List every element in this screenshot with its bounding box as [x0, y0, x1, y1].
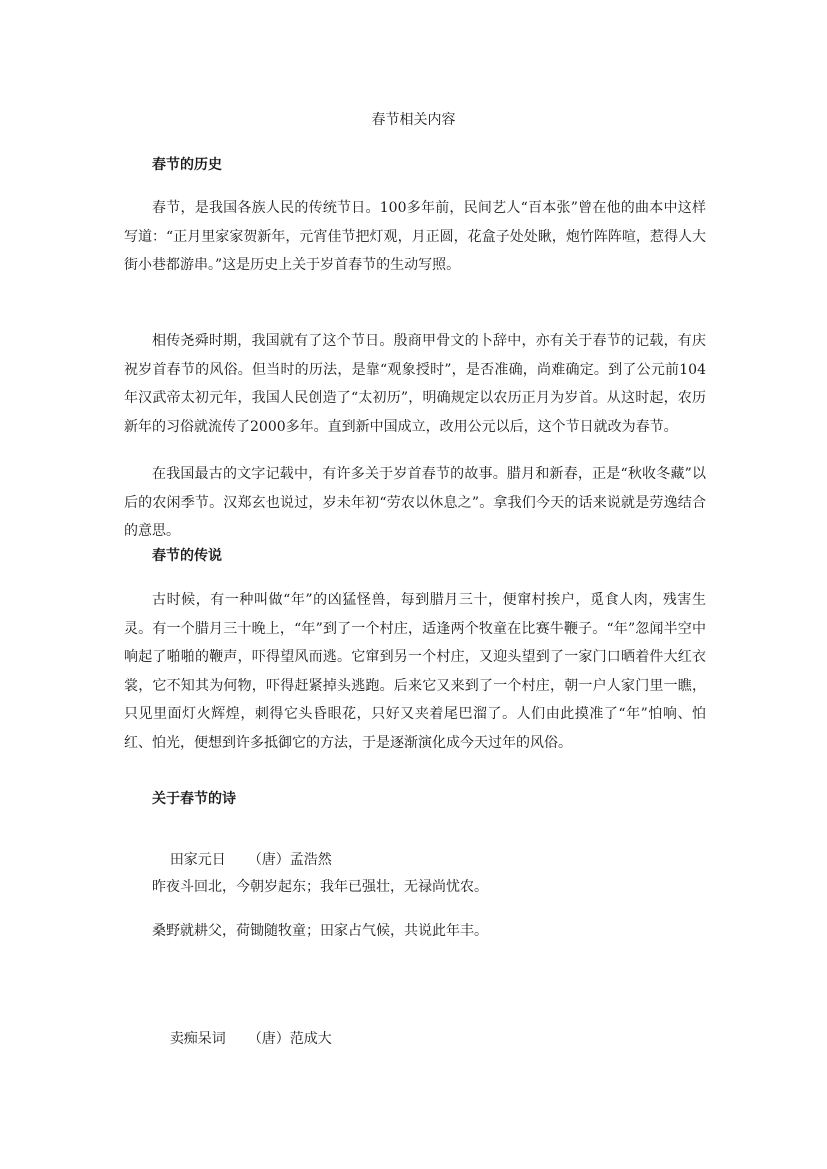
section-heading-history: 春节的历史	[152, 157, 222, 173]
history-paragraph-2: 相传尧舜时期，我国就有了这个节日。殷商甲骨文的卜辞中，亦有关于春节的记载，有庆祝岁首春节的风俗。但当时的历法，是靠“观象授时”，是否准确，尚难确定。到了公元前104年汉武帝太初元年，我国人民创造了“太初历”，明确规定以农历正月为岁首。从这时起，农历新年的习俗就流传了2000多年。直到新中国成立，改用公元以后，这个节日就改为春节。	[124, 333, 706, 435]
section-heading-legend: 春节的传说	[152, 548, 222, 564]
poem-title: 田家元日	[169, 852, 226, 868]
legend-paragraph: 古时候，有一种叫做“年”的凶猛怪兽，每到腊月三十，便窜村挨户，觅食人肉，残害生灵。有一个腊月三十晚上，“年”到了一个村庄，适逢两个牧童在比赛牛鞭子。“年”忽闻半空中响起了啪啪的鞭声，吓得望风而逃。它窜到另一个村庄，又迎头望到了一家门口晒着件大红衣裳，它不知其为何物，吓得赶紧掉头逃跑。后来它又来到了一个村庄，朝一户人家门里一瞧，只见里面灯火辉煌，刺得它头昏眼花，只好又夹着尾巴溜了。人们由此摸准了“年”怕响、怕红、怕光，便想到许多抵御它的方法，于是逐渐演化成今天过年的风俗。	[124, 592, 706, 751]
history-paragraph-1: 春节，是我国各族人民的传统节日。100多年前，民间艺人“百本张”曾在他的曲本中这样写道：“正月里家家贺新年，元宵佳节把灯观，月正圆，花盒子处处瞅，炮竹阵阵喧，惹得人大街小巷都游串。”这是历史上关于岁首春节的生动写照。	[124, 200, 706, 273]
poem-line-2: 桑野就耕父，荷锄随牧童；田家占气候，共说此年丰。	[152, 923, 488, 939]
history-paragraph-3: 在我国最古的文字记载中，有许多关于岁首春节的故事。腊月和新春，正是“秋收冬藏”以后的农闲季节。汉郑玄也说过，岁未年初“劳农以休息之”。拿我们今天的话来说就是劳逸结合的意思。	[124, 466, 706, 539]
poem-author: （唐）孟浩然	[247, 852, 332, 868]
poem-author: （唐）范成大	[247, 1031, 332, 1047]
section-heading-poems: 关于春节的诗	[152, 791, 236, 807]
poem-line-1: 昨夜斗回北，今朝岁起东；我年已强壮，无禄尚忧农。	[152, 879, 488, 895]
poem-title-line-2	[152, 1012, 332, 1066]
poem-title: 卖痴呆词	[169, 1031, 226, 1047]
page-title: 春节相关内容	[371, 112, 456, 128]
